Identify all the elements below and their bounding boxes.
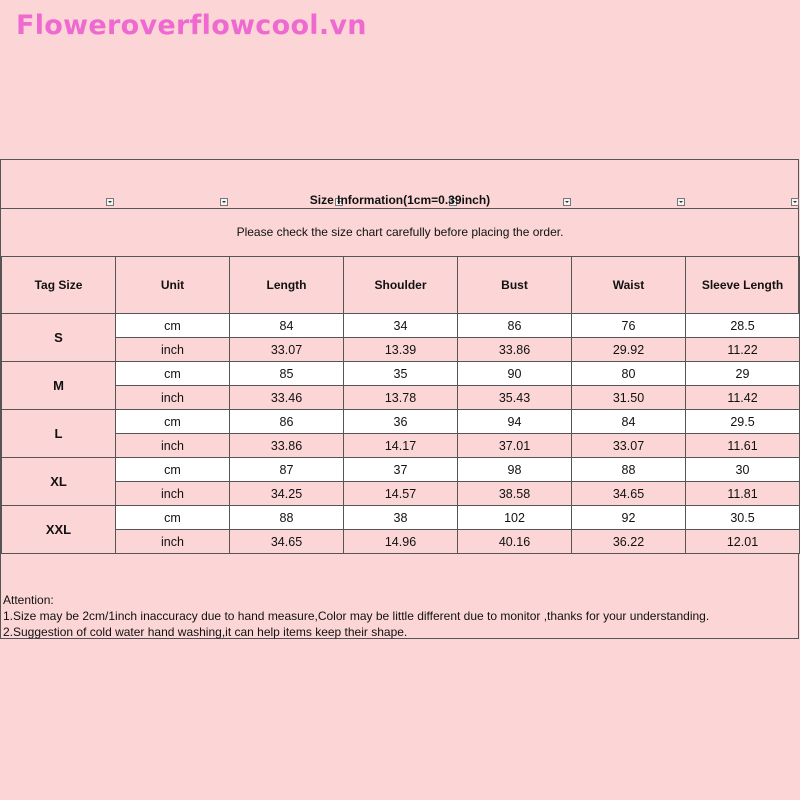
- unit-cell: cm: [116, 506, 230, 530]
- value-cell: 34.65: [230, 530, 344, 554]
- value-cell: 38.58: [458, 482, 572, 506]
- value-cell: 14.57: [344, 482, 458, 506]
- value-cell: 37.01: [458, 434, 572, 458]
- table-row: [2, 458, 800, 482]
- sheet-title: Size Information(1cm=0.39inch): [309, 193, 491, 207]
- value-cell: 36: [344, 410, 458, 434]
- value-cell: 11.81: [686, 482, 800, 506]
- value-cell: 12.01: [686, 530, 800, 554]
- value-cell: 88: [572, 458, 686, 482]
- table-row: [2, 314, 800, 338]
- attention-note: 2.Suggestion of cold water hand washing,it can help items keep their shape.: [3, 625, 408, 639]
- value-cell: 11.61: [686, 434, 800, 458]
- value-cell: 35.43: [458, 386, 572, 410]
- value-cell: 33.07: [230, 338, 344, 362]
- value-cell: 92: [572, 506, 686, 530]
- value-cell: 88: [230, 506, 344, 530]
- unit-cell: inch: [116, 482, 230, 506]
- column-header: Bust: [458, 257, 572, 314]
- unit-cell: cm: [116, 410, 230, 434]
- column-header: Unit: [116, 257, 230, 314]
- order-notice: Please check the size chart carefully before placing the order.: [236, 225, 564, 239]
- value-cell: 85: [230, 362, 344, 386]
- size-label: S: [2, 314, 116, 362]
- value-cell: 84: [230, 314, 344, 338]
- value-cell: 33.46: [230, 386, 344, 410]
- attention-note: 1.Size may be 2cm/1inch inaccuracy due to hand measure,Color may be little different due to monitor ,thanks for your understanding.: [3, 609, 710, 623]
- value-cell: 98: [458, 458, 572, 482]
- size-label: L: [2, 410, 116, 458]
- value-cell: 13.78: [344, 386, 458, 410]
- size-label: XL: [2, 458, 116, 506]
- value-cell: 13.39: [344, 338, 458, 362]
- unit-cell: inch: [116, 434, 230, 458]
- table-row: [2, 338, 800, 362]
- table-row: [2, 410, 800, 434]
- value-cell: 37: [344, 458, 458, 482]
- attention-notes: [3, 592, 709, 640]
- value-cell: 36.22: [572, 530, 686, 554]
- value-cell: 30.5: [686, 506, 800, 530]
- value-cell: 38: [344, 506, 458, 530]
- unit-cell: cm: [116, 458, 230, 482]
- table-row: [2, 362, 800, 386]
- value-cell: 33.07: [572, 434, 686, 458]
- size-table: [1, 256, 800, 554]
- value-cell: 33.86: [458, 338, 572, 362]
- value-cell: 14.96: [344, 530, 458, 554]
- unit-cell: inch: [116, 530, 230, 554]
- value-cell: 29.92: [572, 338, 686, 362]
- value-cell: 11.22: [686, 338, 800, 362]
- header-row: [2, 257, 800, 314]
- size-label: XXL: [2, 506, 116, 554]
- value-cell: 28.5: [686, 314, 800, 338]
- value-cell: 14.17: [344, 434, 458, 458]
- value-cell: 90: [458, 362, 572, 386]
- column-header: Tag Size: [2, 257, 116, 314]
- column-header: Sleeve Length: [686, 257, 800, 314]
- value-cell: 31.50: [572, 386, 686, 410]
- table-row: [2, 434, 800, 458]
- unit-cell: inch: [116, 386, 230, 410]
- table-row: [2, 530, 800, 554]
- value-cell: 29: [686, 362, 800, 386]
- value-cell: 29.5: [686, 410, 800, 434]
- value-cell: 30: [686, 458, 800, 482]
- column-header: Shoulder: [344, 257, 458, 314]
- watermark-logo: Floweroverflowcool.vn: [16, 10, 367, 41]
- unit-cell: cm: [116, 362, 230, 386]
- table-row: [2, 386, 800, 410]
- value-cell: 40.16: [458, 530, 572, 554]
- column-header: Length: [230, 257, 344, 314]
- value-cell: 35: [344, 362, 458, 386]
- value-cell: 86: [458, 314, 572, 338]
- value-cell: 102: [458, 506, 572, 530]
- value-cell: 33.86: [230, 434, 344, 458]
- table-row: [2, 506, 800, 530]
- value-cell: 76: [572, 314, 686, 338]
- size-chart-sheet: [0, 159, 799, 639]
- table-row: [2, 482, 800, 506]
- value-cell: 34: [344, 314, 458, 338]
- size-label: M: [2, 362, 116, 410]
- value-cell: 80: [572, 362, 686, 386]
- value-cell: 11.42: [686, 386, 800, 410]
- notice-row: [1, 208, 799, 257]
- value-cell: 34.25: [230, 482, 344, 506]
- value-cell: 86: [230, 410, 344, 434]
- value-cell: 84: [572, 410, 686, 434]
- unit-cell: inch: [116, 338, 230, 362]
- column-header: Waist: [572, 257, 686, 314]
- title-row: [1, 160, 799, 209]
- unit-cell: cm: [116, 314, 230, 338]
- value-cell: 94: [458, 410, 572, 434]
- value-cell: 87: [230, 458, 344, 482]
- value-cell: 34.65: [572, 482, 686, 506]
- attention-heading: Attention:: [3, 593, 54, 607]
